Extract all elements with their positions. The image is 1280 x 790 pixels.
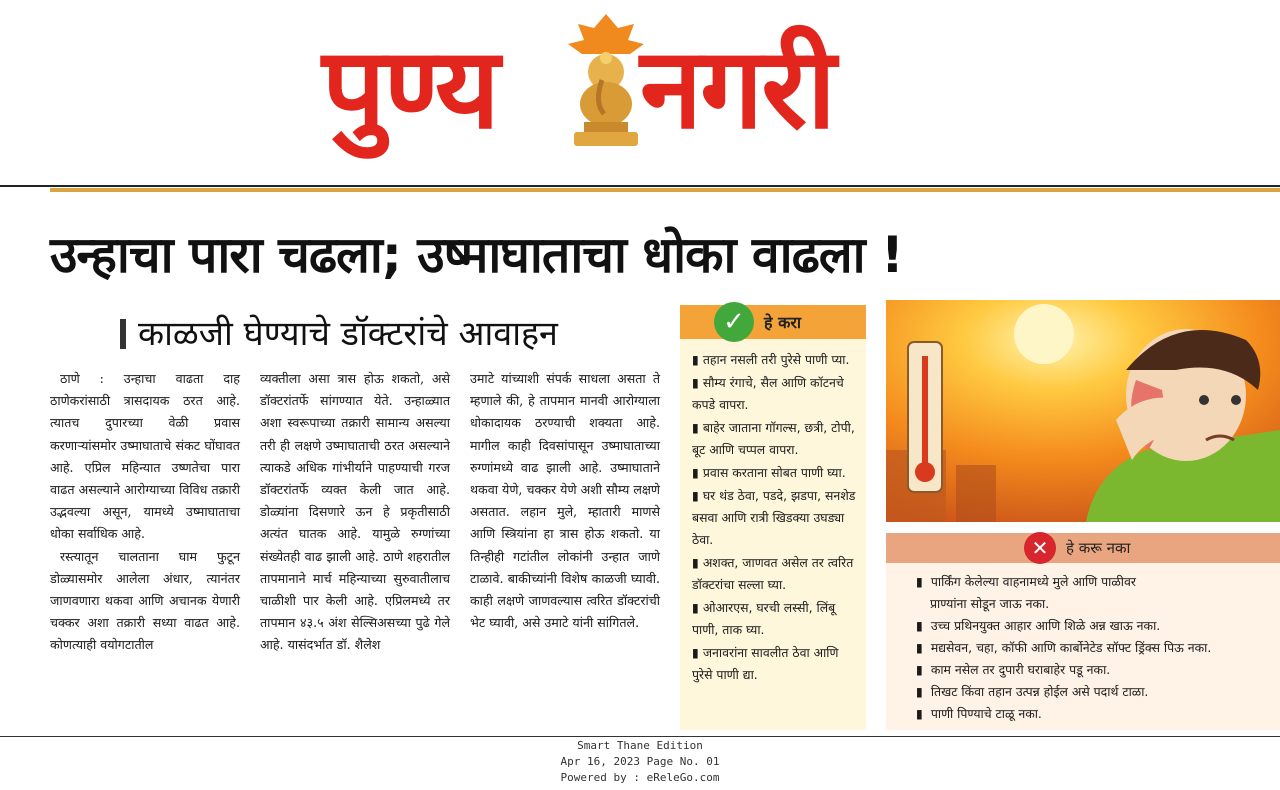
list-item bbox=[692, 462, 858, 484]
bullet-icon: ▮ bbox=[692, 488, 699, 503]
list-item bbox=[692, 552, 858, 596]
subheadline bbox=[120, 308, 558, 360]
subheadline-marker bbox=[120, 319, 126, 349]
heatstroke-illustration bbox=[886, 300, 1280, 522]
subheadline-text: काळजी घेण्याचे डॉक्टरांचे आवाहन bbox=[138, 314, 558, 354]
masthead-title-left: पुण्य bbox=[322, 24, 498, 154]
bullet-icon: ▮ bbox=[916, 574, 923, 589]
do-list bbox=[692, 349, 858, 687]
do-box-title: हे करा bbox=[764, 313, 802, 332]
bullet-icon: ▮ bbox=[916, 684, 923, 699]
list-item bbox=[916, 659, 1276, 681]
list-item-text: पार्किंग केलेल्या वाहनामध्ये मुले आणि पाळीवर bbox=[930, 574, 1136, 589]
footer-edition: Smart Thane Edition bbox=[577, 739, 703, 752]
bullet-icon: ▮ bbox=[916, 618, 923, 633]
article-column-1 bbox=[50, 368, 240, 657]
list-item bbox=[916, 593, 1276, 615]
footer-powered-by: Powered by : eReleGo.com bbox=[560, 771, 720, 784]
list-item-text: सौम्य रंगाचे, सैल आणि कॉटनचे कपडे वापरा. bbox=[692, 375, 844, 412]
bullet-icon: ▮ bbox=[692, 555, 699, 570]
dont-box-title: हे करू नका bbox=[1066, 539, 1131, 557]
bullet-icon: ▮ bbox=[692, 465, 699, 480]
article-column-3 bbox=[470, 368, 660, 634]
list-item-text: प्रवास करताना सोबत पाणी घ्या. bbox=[702, 465, 846, 480]
bullet-icon: ▮ bbox=[692, 375, 699, 390]
list-item-text: प्राण्यांना सोडून जाऊ नका. bbox=[930, 596, 1050, 611]
masthead-divider bbox=[0, 185, 1280, 187]
footer bbox=[0, 738, 1280, 786]
cross-icon: ✕ bbox=[1024, 532, 1056, 564]
article-paragraph: व्यक्तीला असा त्रास होऊ शकतो, असे डॉक्टरांतर्फे सांगण्यात येते. उन्हाळ्यात अशा स्वरूपाच्या तक्रारी सामान्य असल्या तरी ही लक्षणे उष्माघाताची ठरत असल्याने त्याकडे अधिक गांभीर्याने पाहण्याची गरज डॉक्टरांतर्फे व्यक्त केली जात आहे. डोळ्यांना दिसणारे ऊन हे प्रकृतीसाठी अत्यंत घातक आहे. यामुळे रुग्णांच्या संख्येतही वाढ झाली आहे. ठाणे शहरातील तापमानाने मार्च महिन्याच्या सुरुवातीलाच चाळीशी पार केली आहे. एप्रिलमध्ये तर तापमान ४३.५ अंश सेल्सिअसच्या पुढे गेले आहे. यासंदर्भात डॉ. शैलेश bbox=[260, 371, 450, 653]
dont-box bbox=[886, 533, 1280, 730]
list-item bbox=[916, 571, 1276, 593]
article-paragraph: उमाटे यांच्याशी संपर्क साधला असता ते म्हणाले की, हे तापमान मानवी आरोग्याला धोकादायक ठरण्याची शक्यता आहे. मागील काही दिवसांपासून उष्माघाताच्या रुग्णांमध्ये वाढ झाली आहे. उष्माघाताने थकवा येणे, चक्कर येणे अशी सौम्य लक्षणे असतात. लहान मुले, म्हातारी माणसे आणि स्त्रियांना हा त्रास होऊ शकतो. या तिन्हीही गटांतील लोकांनी उन्हात जाणे टाळावे. बाकीच्यांनी विशेष काळजी घ्यावी. काही लक्षणे जाणवल्यास त्वरित डॉक्टरांची भेट घ्यावी, असे उमाटे यांनी सांगितले. bbox=[470, 371, 660, 631]
list-item-text: तहान नसली तरी पुरेसे पाणी प्या. bbox=[702, 352, 850, 367]
list-item-text: जनावरांना सावलीत ठेवा आणि पुरेसे पाणी द्या. bbox=[692, 645, 839, 682]
headline: उन्हाचा पारा चढला; उष्माघाताचा धोका वाढला ! bbox=[50, 226, 903, 284]
footer-date-page: Apr 16, 2023 Page No. 01 bbox=[560, 755, 720, 768]
footer-divider bbox=[0, 736, 1280, 737]
list-item-text: बाहेर जाताना गॉगल्स, छत्री, टोपी, बूट आणि चप्पल वापरा. bbox=[692, 420, 855, 457]
list-item bbox=[692, 597, 858, 641]
list-item bbox=[916, 615, 1276, 637]
list-item bbox=[692, 417, 858, 461]
bullet-icon: ▮ bbox=[916, 706, 923, 721]
list-item-text: काम नसेल तर दुपारी घराबाहेर पडू नका. bbox=[930, 662, 1111, 677]
list-item bbox=[916, 681, 1276, 703]
list-item bbox=[692, 485, 858, 551]
do-box-header bbox=[680, 305, 866, 339]
list-item bbox=[916, 637, 1276, 659]
masthead-gold-rule bbox=[50, 188, 1280, 192]
list-item bbox=[916, 703, 1276, 725]
bullet-icon: ▮ bbox=[692, 600, 699, 615]
check-icon: ✓ bbox=[714, 302, 754, 342]
dont-list bbox=[916, 571, 1276, 725]
bullet-icon: ▮ bbox=[692, 420, 699, 435]
do-box bbox=[680, 305, 866, 730]
masthead-title-right: नगरी bbox=[640, 24, 835, 154]
list-item bbox=[692, 349, 858, 371]
bullet-icon: ▮ bbox=[692, 645, 699, 660]
list-item bbox=[692, 642, 858, 686]
masthead bbox=[0, 0, 1280, 185]
list-item-text: मद्यसेवन, चहा, कॉफी आणि कार्बोनेटेड सॉफ्ट ड्रिंक्स पिऊ नका. bbox=[930, 640, 1212, 655]
dont-box-header bbox=[886, 533, 1280, 563]
article-paragraph: ठाणे : उन्हाचा वाढता दाह ठाणेकरांसाठी त्रासदायक ठरत आहे. त्यातच दुपारच्या वेळी प्रवास करणाऱ्यांसमोर उष्माघाताचे संकट घोंघावत आहे. एप्रिल महिन्यात उष्णतेचा पारा वाढत असल्याने आरोग्याच्या विविध तक्रारी उद्भवल्या असून, यामध्ये उष्माघाताचा धोका सर्वाधिक आहे. bbox=[50, 371, 240, 542]
list-item-text: घर थंड ठेवा, पडदे, झडपा, सनशेड बसवा आणि रात्री खिडक्या उघड्या ठेवा. bbox=[692, 488, 856, 547]
list-item-text: उच्च प्रथिनयुक्त आहार आणि शिळे अन्न खाऊ नका. bbox=[930, 618, 1161, 633]
list-item-text: अशक्त, जाणवत असेल तर त्वरित डॉक्टरांचा सल्ला घ्या. bbox=[692, 555, 854, 592]
bullet-icon: ▮ bbox=[692, 352, 699, 367]
list-item-text: तिखट किंवा तहान उत्पन्न होईल असे पदार्थ टाळा. bbox=[930, 684, 1149, 699]
list-item bbox=[692, 372, 858, 416]
list-item-text: पाणी पिण्याचे टाळू नका. bbox=[930, 706, 1042, 721]
list-item-text: ओआरएस, घरची लस्सी, लिंबू पाणी, ताक घ्या. bbox=[692, 600, 836, 637]
article-paragraph: रस्त्यातून चालताना घाम फुटून डोळ्यासमोर आलेला अंधार, त्यानंतर जाणवणारा थकवा आणि अचानक येणारी चक्कर अशा तक्रारी सध्या वाढत आहे. कोणत्याही वयोगटातील bbox=[50, 548, 240, 653]
bullet-icon: ▮ bbox=[916, 640, 923, 655]
article-column-2 bbox=[260, 368, 450, 657]
bullet-icon: ▮ bbox=[916, 662, 923, 677]
